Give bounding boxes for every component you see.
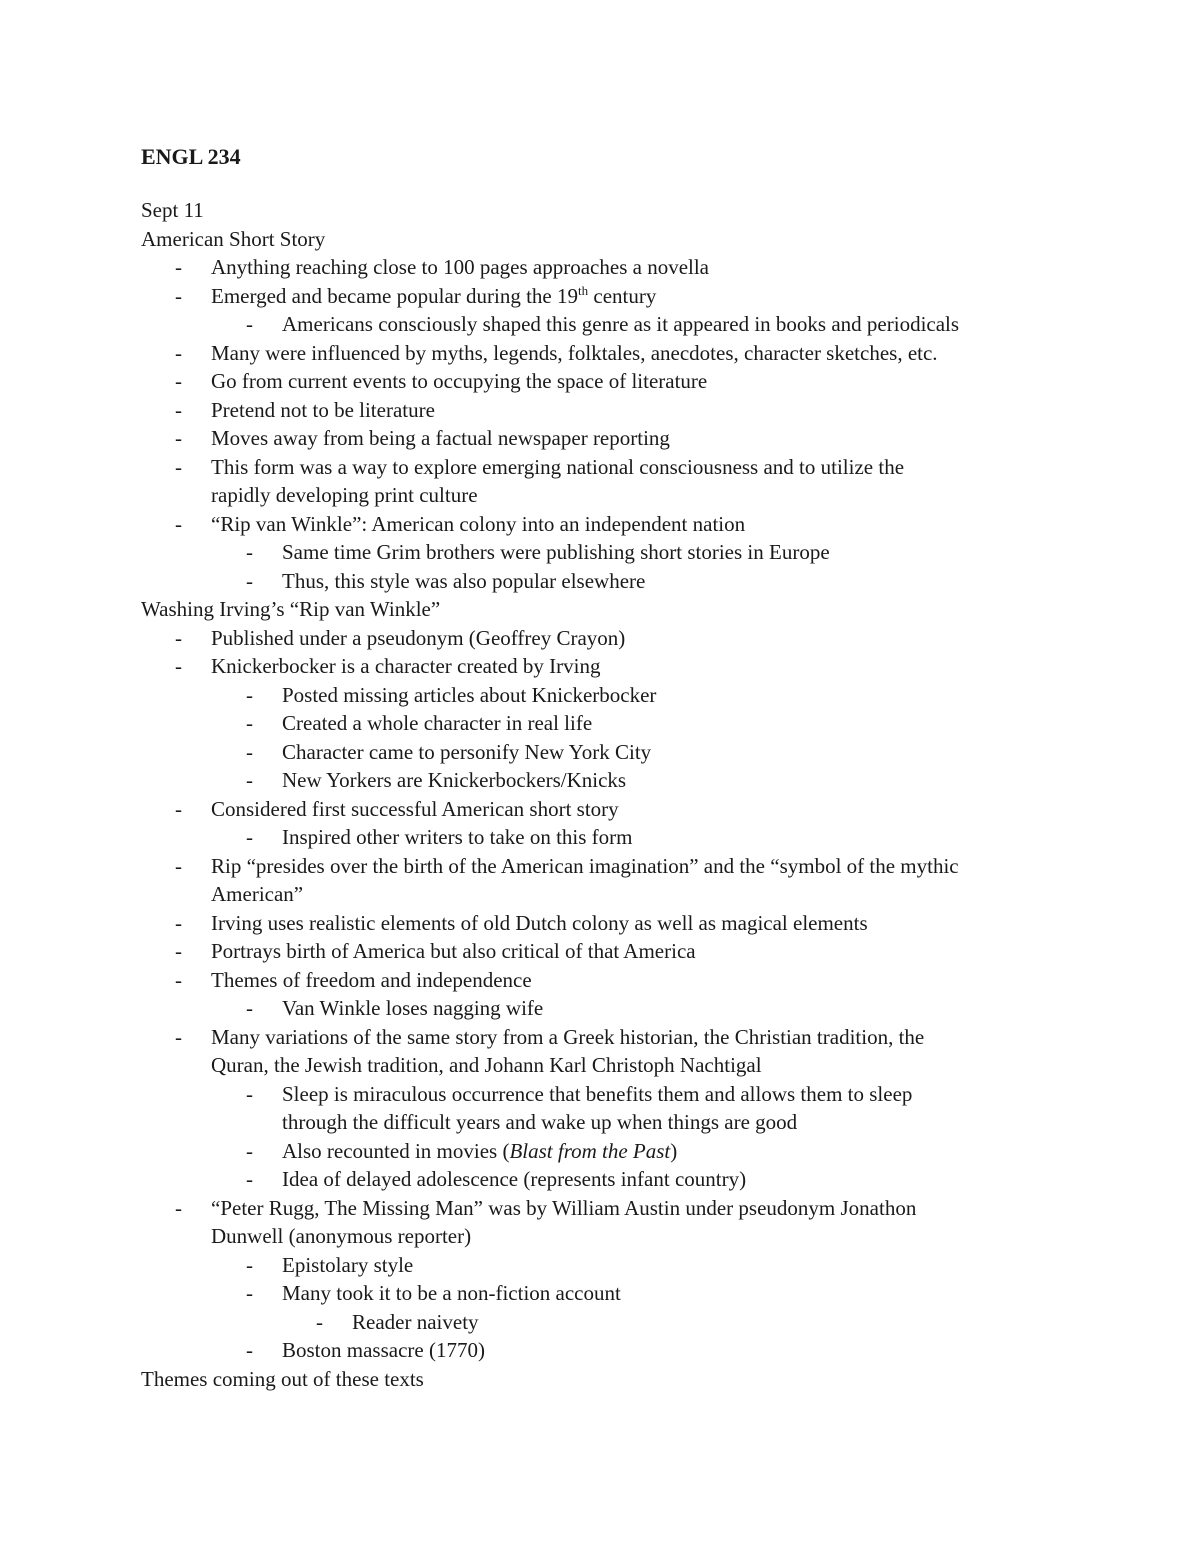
bullet-text [282, 1281, 621, 1305]
bullet-dash: - [246, 1138, 253, 1163]
bullet-item [141, 424, 1081, 453]
bullet-item [141, 795, 1081, 824]
bullet-dash: - [175, 796, 182, 821]
bullet-dash: - [175, 654, 182, 678]
bullet-text [211, 455, 904, 479]
bullet-text: American” [211, 882, 304, 906]
bullet-item [141, 1251, 1081, 1280]
bullet-dash: - [175, 625, 182, 650]
bullet-text [282, 1082, 912, 1106]
bullet-text-segment: Moves away from being a factual newspaper reporting [211, 426, 670, 450]
bullet-dash: - [246, 312, 253, 336]
bullet-text [282, 569, 645, 593]
section-heading: American Short Story [141, 226, 326, 251]
bullet-dash: - [246, 768, 253, 792]
bullet-text-segment: “Rip van Winkle”: American colony into an independent nation [211, 511, 746, 536]
bullet-dash: - [175, 454, 182, 479]
bullet-item [141, 1308, 1081, 1337]
bullet-item [141, 709, 1081, 738]
bullet-text [211, 911, 868, 935]
bullet-item [141, 766, 1081, 795]
bullet-text-segment: Irving uses realistic elements of old Dutch colony as well as magical elements [211, 910, 868, 935]
bullet-text-segment: Portrays birth of America but also critical of that America [211, 939, 696, 963]
bullet-item [141, 1336, 1081, 1365]
bullet-dash: - [246, 1252, 253, 1277]
bullet-text-segment: Emerged and became popular during the 19 [211, 283, 578, 308]
bullet-item [141, 510, 1081, 539]
bullet-dash: - [246, 739, 253, 764]
bullet-text: Dunwell (anonymous reporter) [211, 1224, 472, 1248]
bullet-text-segment: Americans consciously shaped this genre as it appeared in books and periodicals [282, 312, 960, 336]
bullet-dash: - [246, 1167, 253, 1191]
bullet-item [141, 339, 1081, 368]
bullet-text [282, 768, 626, 792]
bullet-text-segment: Published under a pseudonym (Geoffrey Crayon) [211, 625, 626, 650]
bullet-text [211, 255, 709, 279]
bullet-dash: - [246, 1338, 253, 1362]
bullet-text [211, 398, 435, 422]
bullet-text [282, 540, 830, 564]
bullet-text-segment: ) [670, 1138, 678, 1163]
bullet-continuation [141, 481, 1081, 510]
bullet-text-segment: Inspired other writers to take on this form [282, 825, 633, 849]
bullet-text-segment: Go from current events to occupying the space of literature [211, 369, 708, 393]
bullet-text-segment: Thus, this style was also popular elsewhere [282, 568, 646, 593]
bullet-text-segment: Character came to personify New York City [282, 739, 652, 764]
bullet-text [211, 512, 745, 536]
bullet-item [141, 1137, 1081, 1166]
bullet-text-segment: Knickerbocker is a character created by Irving [211, 654, 601, 678]
bullet-dash: - [175, 511, 182, 536]
notes-body [141, 196, 1081, 1393]
bullet-item [141, 852, 1081, 881]
bullet-text-segment: Many were influenced by myths, legends, folktales, anecdotes, character sketches, etc. [211, 340, 938, 365]
bullet-dash: - [246, 825, 253, 849]
bullet-item [141, 738, 1081, 767]
bullet-text: Quran, the Jewish tradition, and Johann Karl Christoph Nachtigal [211, 1053, 762, 1077]
bullet-text-segment: Rip “presides over the birth of the American imagination” and the “symbol of the mythic [211, 853, 959, 878]
bullet-continuation [141, 880, 1081, 909]
bullet-text [352, 1310, 479, 1334]
bullet-dash: - [175, 340, 182, 365]
bullet-text: through the difficult years and wake up when things are good [282, 1110, 798, 1134]
section-heading: Washing Irving’s “Rip van Winkle” [141, 597, 441, 621]
bullet-text [211, 854, 959, 878]
bullet-continuation [141, 1222, 1081, 1251]
bullet-item [141, 966, 1081, 995]
bullet-continuation [141, 1108, 1081, 1137]
bullet-item [141, 310, 1081, 339]
bullet-text [282, 711, 592, 735]
bullet-item [141, 367, 1081, 396]
bullet-item [141, 652, 1081, 681]
bullet-text-segment: Also recounted in movies ( [282, 1138, 510, 1163]
bullet-item [141, 1165, 1081, 1194]
bullet-text [211, 341, 938, 365]
bullet-item [141, 994, 1081, 1023]
bullet-text-segment: Anything reaching close to 100 pages approaches a novella [211, 255, 710, 279]
bullet-text [211, 654, 600, 678]
bullet-text-segment: century [588, 283, 657, 308]
bullet-text [211, 939, 696, 963]
bullet-continuation [141, 1051, 1081, 1080]
bullet-item [141, 1279, 1081, 1308]
bullet-dash: - [246, 1081, 253, 1106]
bullet-text-segment: Posted missing articles about Knickerbocker [282, 682, 657, 707]
bullet-dash: - [246, 996, 253, 1020]
bullet-text [282, 1253, 413, 1277]
bullet-text [211, 1025, 924, 1049]
bullet-text-segment: Sleep is miraculous occurrence that benefits them and allows them to sleep [282, 1081, 913, 1106]
bullet-dash: - [246, 568, 253, 593]
bullet-text [211, 369, 707, 393]
bullet-item [141, 253, 1081, 282]
bullet-item [141, 282, 1081, 311]
bullet-item [141, 909, 1081, 938]
italic-title: Blast from the Past [509, 1138, 671, 1163]
bullet-text [282, 1139, 677, 1163]
bullet-text [282, 312, 959, 336]
bullet-text: rapidly developing print culture [211, 483, 478, 507]
bullet-item [141, 624, 1081, 653]
bullet-item [141, 823, 1081, 852]
bullet-text [282, 825, 633, 849]
bullet-text [211, 626, 625, 650]
bullet-text [282, 996, 543, 1020]
bullet-item [141, 937, 1081, 966]
bullet-text-segment: New Yorkers are Knickerbockers/Knicks [282, 768, 627, 792]
bullet-dash: - [175, 426, 182, 450]
bullet-item [141, 396, 1081, 425]
bullet-dash: - [246, 711, 253, 735]
bullet-dash: - [246, 682, 253, 707]
section-heading: Themes coming out of these texts [141, 1366, 424, 1391]
bullet-text-segment: “Peter Rugg, The Missing Man” was by William Austin under pseudonym Jonathon [211, 1195, 917, 1220]
bullet-text [211, 968, 532, 992]
bullet-dash: - [175, 939, 182, 963]
bullet-item [141, 538, 1081, 567]
bullet-item [141, 1080, 1081, 1109]
bullet-item [141, 1023, 1081, 1052]
bullet-text-segment: This form was a way to explore emerging national consciousness and to utilize the [211, 454, 905, 479]
bullet-text [282, 740, 651, 764]
bullet-text-segment: Created a whole character in real life [282, 711, 593, 735]
bullet-dash: - [316, 1309, 323, 1334]
bullet-dash: - [175, 967, 182, 992]
date-line: Sept 11 [141, 198, 204, 222]
bullet-dash: - [246, 540, 253, 564]
bullet-dash: - [175, 397, 182, 422]
bullet-dash: - [175, 1024, 182, 1049]
bullet-text-segment: Many variations of the same story from a Greek historian, the Christian tradition, the [211, 1024, 925, 1049]
superscript: th [578, 282, 589, 298]
bullet-dash: - [175, 255, 182, 279]
bullet-dash: - [246, 1281, 253, 1305]
bullet-text-segment: Many took it to be a non-fiction account [282, 1281, 621, 1305]
bullet-text-segment: Reader naivety [352, 1309, 479, 1334]
bullet-text [211, 426, 670, 450]
bullet-text [282, 683, 656, 707]
bullet-item [141, 567, 1081, 596]
bullet-text [211, 797, 619, 821]
bullet-item [141, 453, 1081, 482]
bullet-text-segment: Idea of delayed adolescence (represents infant country) [282, 1167, 747, 1191]
bullet-text-segment: Epistolary style [282, 1252, 414, 1277]
bullet-dash: - [175, 1195, 182, 1220]
bullet-text-segment: Pretend not to be literature [211, 397, 435, 422]
bullet-item [141, 681, 1081, 710]
bullet-text [211, 284, 656, 308]
bullet-dash: - [175, 369, 182, 393]
bullet-text [282, 1167, 746, 1191]
page-title: ENGL 234 [141, 144, 241, 169]
bullet-dash: - [175, 910, 182, 935]
bullet-text-segment: Same time Grim brothers were publishing short stories in Europe [282, 540, 830, 564]
bullet-text [282, 1338, 485, 1362]
bullet-text-segment: Van Winkle loses nagging wife [282, 996, 544, 1020]
bullet-dash: - [175, 283, 182, 308]
bullet-dash: - [175, 853, 182, 878]
bullet-item [141, 1194, 1081, 1223]
bullet-text-segment: Themes of freedom and independence [211, 967, 532, 992]
bullet-text [211, 1196, 916, 1220]
bullet-text-segment: Boston massacre (1770) [282, 1338, 485, 1362]
bullet-text-segment: Considered first successful American short story [211, 796, 619, 821]
